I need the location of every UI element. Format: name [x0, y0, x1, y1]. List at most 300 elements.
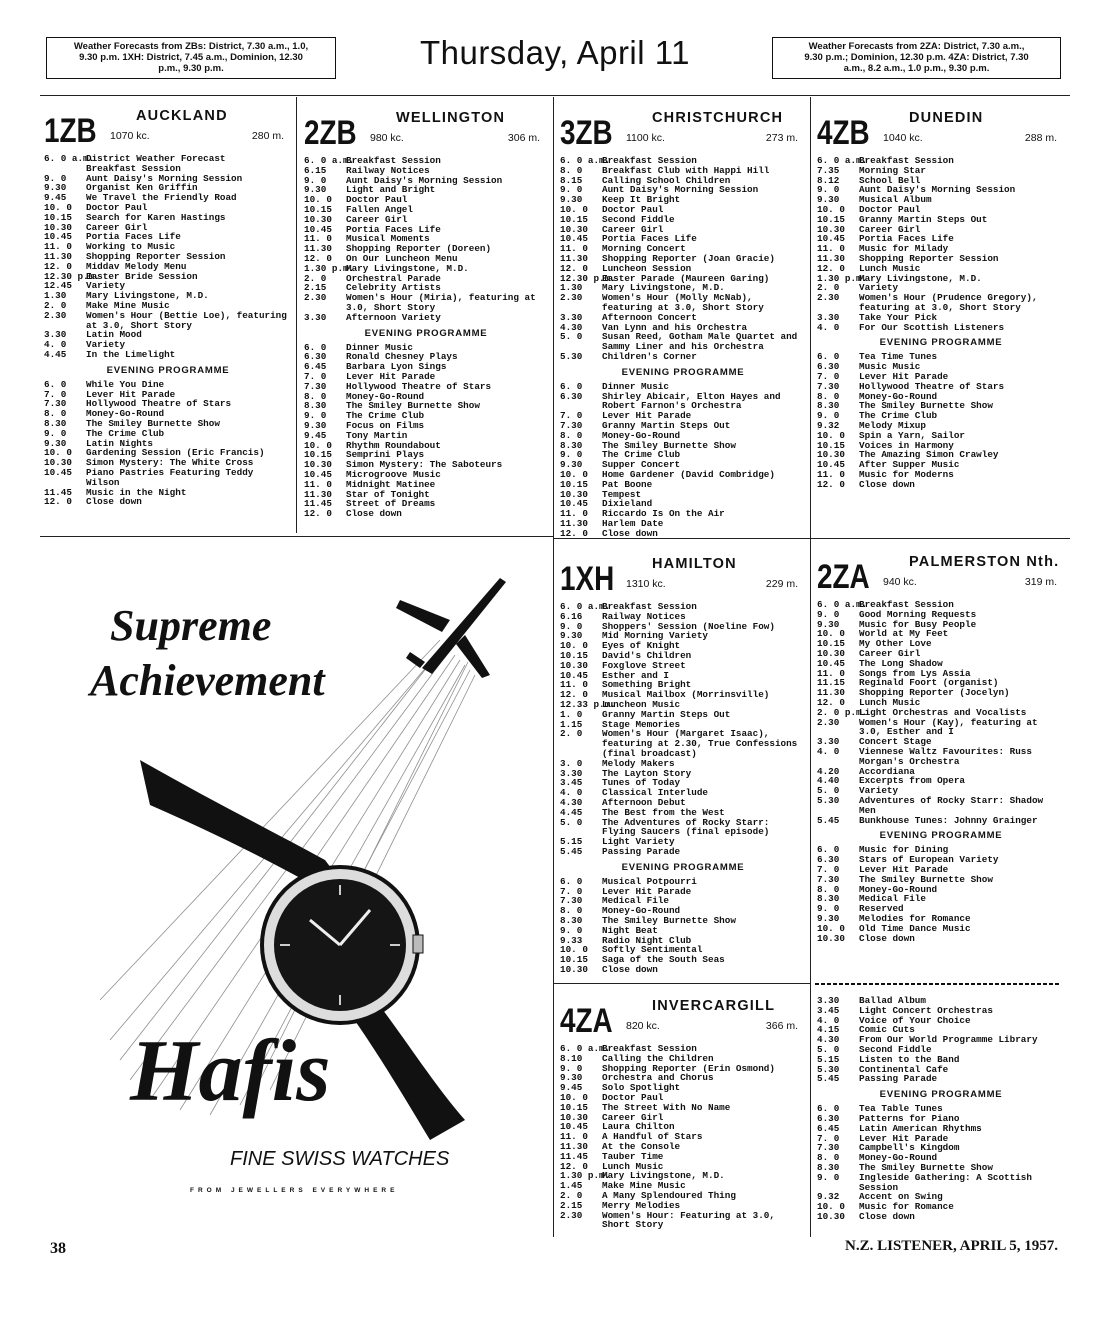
programme-title: Campbell's Kingdom: [859, 1142, 960, 1154]
programme-time: 5. 0: [560, 331, 583, 343]
programme-title: Doctor Paul: [859, 203, 921, 215]
programme-title: Ballad Album: [859, 995, 926, 1006]
day-programme-list: [560, 602, 806, 857]
programme-row: [304, 499, 548, 509]
programme-row: [817, 894, 1065, 904]
programme-row: [560, 185, 806, 195]
programme-title: Hollywood Theatre of Stars: [86, 398, 232, 410]
programme-title: Melody Mixup: [859, 419, 926, 431]
programme-time: 10.30: [560, 1111, 588, 1123]
programme-time: 2.15: [304, 282, 327, 294]
programme-time: 2.30: [304, 292, 327, 304]
programme-time: 8. 0: [560, 429, 583, 441]
programme-time: 1.15: [560, 718, 583, 730]
programme-row: [560, 470, 806, 480]
programme-time: 1.30: [44, 290, 67, 302]
programme-time: 9.30: [560, 1072, 583, 1084]
programme-title: Close down: [859, 1210, 915, 1222]
programme-time: 11.30: [817, 687, 845, 699]
programme-title: Morning Concert: [602, 243, 686, 255]
programme-time: 2.30: [560, 292, 583, 304]
programme-title: Career Girl: [602, 223, 664, 235]
programme-row: [817, 747, 1065, 767]
station-1zb: [44, 108, 292, 507]
programme-time: 7. 0: [817, 863, 840, 875]
programme-row: [560, 441, 806, 451]
day-programme-list: [817, 600, 1065, 825]
programme-title: School Bell: [859, 174, 921, 186]
programme-row: [817, 1065, 1065, 1075]
programme-title: Career Girl: [859, 223, 921, 235]
programme-title: Granny Martin Steps Out: [602, 708, 731, 720]
programme-time: 8.30: [817, 1161, 840, 1173]
programme-title: Lever Hit Parade: [859, 1132, 949, 1144]
station-3zb: [560, 110, 806, 538]
programme-title: Close down: [86, 496, 142, 508]
programme-time: 7. 0: [817, 1132, 840, 1144]
programme-time: 5.30: [817, 794, 840, 806]
page-number: 38: [50, 1240, 66, 1257]
programme-title: Songs from Lys Assia: [859, 667, 971, 679]
programme-time: 8. 0: [817, 1152, 840, 1164]
programme-title: Tauber Time: [602, 1150, 664, 1162]
programme-time: 10.15: [304, 203, 332, 215]
programme-time: 11.45: [560, 1150, 588, 1162]
programme-time: 9. 0: [817, 184, 840, 196]
airplane-icon: [396, 578, 506, 678]
programme-time: 7.30: [560, 895, 583, 907]
programme-time: 10.15: [817, 439, 845, 451]
programme-title: Gardening Session (Eric Francis): [86, 447, 265, 459]
programme-time: 11.30: [44, 250, 72, 262]
programme-time: 12. 0: [304, 252, 332, 264]
programme-time: 10.45: [304, 468, 332, 480]
station-header: [817, 554, 1065, 600]
programme-title: Musical Mailbox (Morrinsville): [602, 689, 770, 701]
programme-title: Ingleside Gathering: A Scottish Session: [859, 1171, 1032, 1193]
programme-row: [817, 885, 1065, 895]
day-programme-list: [44, 154, 292, 360]
programme-row: [560, 631, 806, 641]
programme-title: The Crime Club: [859, 410, 938, 422]
programme-row: [817, 166, 1065, 176]
programme-title: Light and Bright: [346, 184, 436, 196]
programme-time: 6. 0: [817, 844, 840, 856]
programme-row: [44, 350, 292, 360]
ad-tagline: FINE SWISS WATCHES: [230, 1148, 450, 1170]
programme-title: Doctor Paul: [602, 203, 664, 215]
programme-time: 11.30: [560, 252, 588, 264]
programme-time: 4.30: [817, 1034, 840, 1046]
programme-title: Semprini Plays: [346, 449, 425, 461]
programme-title: Close down: [346, 508, 402, 520]
programme-row: [560, 352, 806, 362]
programme-row: [817, 629, 1065, 639]
programme-time: 12.30 p.m.: [560, 272, 616, 284]
programme-title: Comic Cuts: [859, 1024, 915, 1036]
programme-title: Shopping Reporter Session: [86, 250, 226, 262]
programme-time: 10.45: [44, 466, 72, 478]
programme-time: 10.15: [304, 449, 332, 461]
programme-time: 8.30: [817, 400, 840, 412]
programme-time: 9. 0: [560, 449, 583, 461]
programme-title: The Smiley Burnette Show: [602, 914, 736, 926]
programme-time: 5.15: [560, 836, 583, 848]
station-callsign: 2ZA: [817, 558, 870, 596]
programme-time: 3.30: [560, 311, 583, 323]
programme-time: 6. 0: [560, 875, 583, 887]
programme-time: 8.30: [560, 439, 583, 451]
programme-time: 8. 0: [560, 905, 583, 917]
weather-box-left: [46, 37, 336, 79]
programme-time: 6. 0 a.m.: [817, 599, 868, 610]
programme-time: 3.30: [817, 311, 840, 323]
programme-row: [560, 205, 806, 215]
programme-title: Women's Hour (Kay), featuring at 3.0, Esther and I: [859, 716, 1038, 738]
programme-title: Luncheon Session: [602, 262, 692, 274]
programme-row: [44, 213, 292, 223]
programme-time: 6.15: [304, 164, 327, 176]
station-city: AUCKLAND: [136, 108, 228, 124]
programme-title: On Our Luncheon Menu: [346, 252, 458, 264]
programme-row: [817, 323, 1065, 333]
programme-time: 4.15: [817, 1024, 840, 1036]
programme-time: 7.30: [817, 873, 840, 885]
programme-time: 12. 0: [44, 496, 72, 508]
programme-title: Luncheon Music: [602, 698, 681, 710]
programme-row: [560, 1152, 806, 1162]
programme-row: [304, 195, 548, 205]
day-programme-list: [817, 996, 1065, 1084]
evening-programme-heading: EVENING PROGRAMME: [879, 1089, 1003, 1101]
programme-title: For Our Scottish Listeners: [859, 321, 1005, 333]
programme-title: Dinner Music: [346, 341, 413, 353]
programme-title: Passing Parade: [859, 1073, 938, 1085]
programme-time: 5.30: [560, 350, 583, 362]
programme-title: Organist Ken Griffin: [86, 182, 198, 194]
programme-row: [560, 195, 806, 205]
programme-time: 11.45: [304, 498, 332, 510]
programme-time: 10. 0: [560, 203, 588, 215]
programme-row: [817, 639, 1065, 649]
programme-time: 6. 0 a.m.: [817, 155, 868, 166]
programme-time: 9.45: [44, 192, 67, 204]
programme-title: Doctor Paul: [86, 201, 148, 213]
programme-title: Street of Dreams: [346, 498, 436, 510]
programme-title: The Smiley Burnette Show: [346, 400, 480, 412]
column-divider: [810, 97, 811, 1237]
programme-title: Pat Boone: [602, 478, 653, 490]
programme-time: 10.45: [560, 1121, 588, 1133]
programme-title: Close down: [602, 963, 658, 975]
programme-time: 7.30: [560, 419, 583, 431]
programme-title: Musical Moments: [346, 233, 430, 245]
weather-right-line: Weather Forecasts from 2ZA: District, 7.30 a.m.,: [808, 41, 1025, 52]
programme-time: 6. 0 a.m.: [560, 601, 611, 612]
programme-time: 12. 0: [560, 262, 588, 274]
programme-time: 11.30: [560, 1140, 588, 1152]
programme-row: [817, 718, 1065, 738]
programme-time: 10. 0: [560, 468, 588, 480]
programme-title: Railway Notices: [602, 610, 686, 622]
programme-row: [44, 311, 292, 331]
station-wavelength: 280 m.: [251, 130, 284, 142]
programme-title: The Street With No Name: [602, 1101, 731, 1113]
programme-time: 11.30: [817, 252, 845, 264]
programme-title: District Weather Forecast: [86, 153, 226, 164]
programme-row: [817, 1212, 1065, 1222]
programme-title: Patterns for Piano: [859, 1112, 960, 1124]
programme-time: 4. 0: [817, 321, 840, 333]
programme-row: [44, 193, 292, 203]
programme-row: [44, 399, 292, 409]
programme-row: [817, 1173, 1065, 1193]
programme-time: 3.30: [817, 736, 840, 748]
programme-time: 9.32: [817, 419, 840, 431]
weather-right-line: 9.30 p.m.; Dominion, 12.30 p.m. 4ZA: District, 7.30: [804, 52, 1029, 63]
programme-title: Shopping Reporter (Jocelyn): [859, 687, 1010, 699]
programme-time: 11. 0: [560, 243, 588, 255]
programme-title: Spin a Yarn, Sailor: [859, 429, 966, 441]
programme-row: [817, 934, 1065, 944]
programme-row: [817, 875, 1065, 885]
programme-title: Stars of European Variety: [859, 854, 999, 866]
day-programme-list: [304, 156, 548, 323]
programme-row: [304, 421, 548, 431]
programme-time: 10.15: [560, 478, 588, 490]
programme-title: Music in the Night: [86, 486, 187, 498]
programme-row: [560, 965, 806, 975]
programme-row: [817, 480, 1065, 490]
station-4zb: [817, 110, 1065, 490]
programme-time: 10.30: [817, 223, 845, 235]
programme-time: 9. 0: [560, 924, 583, 936]
programme-row: [817, 411, 1065, 421]
programme-time: 9.30: [560, 630, 583, 642]
programme-row: [560, 490, 806, 500]
programme-row: [44, 419, 292, 429]
station-frequency: 1310 kc.: [626, 578, 666, 590]
station-wavelength: 288 m.: [1024, 132, 1057, 144]
station-wavelength: 306 m.: [507, 132, 540, 144]
programme-time: 4.20: [817, 765, 840, 777]
programme-time: 7. 0: [44, 388, 67, 400]
programme-title: Music for Milady: [859, 243, 949, 255]
programme-time: 11. 0: [304, 478, 332, 490]
programme-time: 9.45: [560, 1082, 583, 1094]
programme-title: Solo Spotlight: [602, 1082, 681, 1094]
programme-title: Stage Memories: [602, 718, 681, 730]
programme-time: 10.15: [44, 211, 72, 223]
publication-line: N.Z. LISTENER, APRIL 5, 1957.: [845, 1238, 1058, 1254]
evening-programme-heading: EVENING PROGRAMME: [106, 364, 230, 376]
watch-icon: [262, 867, 423, 1023]
programme-title: Career Girl: [602, 1111, 664, 1123]
programme-title: Women's Hour (Bettie Loe), featuring at 3.0, Short Story: [86, 309, 287, 331]
programme-title: Variety: [859, 282, 899, 294]
programme-time: 12. 0: [560, 689, 588, 701]
programme-title: Doctor Paul: [346, 194, 408, 206]
programme-time: 3. 0: [560, 757, 583, 769]
programme-row: [817, 470, 1065, 480]
programme-time: 9. 0: [44, 427, 67, 439]
programme-title: Light Orchestras and Vocalists: [859, 706, 1027, 718]
programme-title: Melody Makers: [602, 757, 675, 769]
programme-row: [560, 293, 806, 313]
programme-time: 10. 0: [560, 640, 588, 652]
programme-title: A Many Splendoured Thing: [602, 1189, 736, 1201]
programme-title: Railway Notices: [346, 164, 430, 176]
programme-title: Mary Livingstone, M.D.: [859, 272, 982, 284]
programme-time: 5. 0: [817, 1043, 840, 1055]
programme-time: 6. 0 a.m.: [560, 155, 611, 166]
programme-title: Easter Bride Session: [86, 270, 198, 282]
programme-title: Shopping Reporter Session: [859, 252, 999, 264]
programme-time: 7.30: [44, 398, 67, 410]
programme-time: 3.30: [817, 995, 840, 1006]
station-header: [44, 108, 292, 154]
programme-title: Money-Go-Round: [602, 905, 681, 917]
programme-time: 10.30: [817, 932, 845, 944]
station-header: [817, 110, 1065, 156]
evening-programme-list: [560, 877, 806, 975]
station-1xh: [560, 556, 806, 975]
programme-title: Aunt Daisy's Morning Session: [346, 174, 503, 186]
programme-time: 11. 0: [817, 667, 845, 679]
programme-time: 11. 0: [304, 233, 332, 245]
programme-time: 8.30: [817, 893, 840, 905]
programme-title: Susan Reed, Gotham Male Quartet and Sammy Liner and his Orchestra: [602, 331, 798, 353]
programme-time: 7.30: [817, 1142, 840, 1154]
programme-row: [817, 401, 1065, 411]
programme-row: [817, 195, 1065, 205]
programme-title: World at My Feet: [859, 628, 949, 640]
programme-time: 11. 0: [560, 1131, 588, 1143]
programme-title: Tea Time Tunes: [859, 351, 938, 363]
programme-row: [817, 254, 1065, 264]
programme-title: Easter Parade (Maureen Garing): [602, 272, 770, 284]
programme-row: [560, 818, 806, 838]
programme-time: 11.45: [44, 486, 72, 498]
programme-title: At the Console: [602, 1140, 681, 1152]
programme-title: Lever Hit Parade: [859, 370, 949, 382]
programme-title: The Smiley Burnette Show: [859, 400, 993, 412]
station-city: DUNEDIN: [909, 110, 984, 126]
programme-title: Latin Mood: [86, 329, 142, 341]
programme-title: Celebrity Artists: [346, 282, 441, 294]
programme-time: 1.30 p.m.: [304, 262, 355, 274]
programme-title: Music for Dining: [859, 844, 949, 856]
programme-row: [560, 332, 806, 352]
programme-time: 12. 0: [817, 262, 845, 274]
programme-time: 9.30: [44, 182, 67, 194]
programme-row: [560, 661, 806, 671]
programme-time: 10. 0: [44, 447, 72, 459]
programme-title: Simon Mystery: The White Cross: [86, 457, 254, 469]
programme-title: Calling School Children: [602, 174, 731, 186]
programme-time: 3.30: [44, 329, 67, 341]
programme-time: 8. 0: [817, 390, 840, 402]
programme-time: 12. 0: [560, 527, 588, 539]
programme-row: [560, 215, 806, 225]
programme-title: While You Dine: [86, 378, 165, 390]
programme-title: Breakfast Session: [602, 601, 697, 612]
programme-time: 9.30: [817, 618, 840, 630]
programme-title: We Travel the Friendly Road: [86, 192, 237, 204]
programme-title: Orchestra and Chorus: [602, 1072, 714, 1084]
programme-time: 8. 0: [304, 390, 327, 402]
station-city: HAMILTON: [652, 556, 737, 572]
programme-time: 10.15: [560, 649, 588, 661]
programme-time: 10.45: [560, 498, 588, 510]
programme-title: The Crime Club: [86, 427, 165, 439]
programme-title: Career Girl: [86, 221, 148, 233]
programme-title: Women's Hour (Miria), featuring at 3.0, Short Story: [346, 292, 536, 313]
day-programme-list: [817, 156, 1065, 332]
programme-title: Fallen Angel: [346, 203, 413, 215]
programme-row: [560, 1142, 806, 1152]
programme-time: 4. 0: [560, 787, 583, 799]
programme-title: Foxglove Street: [602, 659, 686, 671]
ad-brand: Hafis: [130, 1023, 331, 1120]
programme-time: 6. 0 a.m.: [44, 153, 95, 164]
programme-title: Second Fiddle: [859, 1043, 932, 1055]
programme-title: Laura Chilton: [602, 1121, 675, 1133]
programme-time: 1.30 p.m.: [817, 272, 868, 284]
station-callsign: 1XH: [560, 560, 615, 598]
programme-time: 8.12: [817, 174, 840, 186]
programme-row: [560, 1191, 806, 1201]
programme-title: Career Girl: [346, 213, 408, 225]
programme-row: [817, 1016, 1065, 1026]
programme-time: 2. 0: [817, 282, 840, 294]
column-divider: [553, 97, 554, 1237]
programme-title: Light Concert Orchestras: [859, 1004, 993, 1016]
programme-title: Medical File: [859, 893, 926, 905]
station-2zb: [304, 110, 548, 519]
programme-row: [817, 796, 1065, 816]
station-city: PALMERSTON Nth.: [909, 554, 1060, 570]
programme-time: 7. 0: [560, 410, 583, 422]
programme-title: Concert Stage: [859, 736, 932, 748]
programme-time: 6. 0: [560, 380, 583, 392]
programme-title: Radio Night Club: [602, 934, 692, 946]
programme-title: Dixieland: [602, 498, 653, 510]
programme-time: 9. 0: [817, 903, 840, 915]
programme-title: The Adventures of Rocky Starr: Flying Saucers (final episode): [602, 816, 770, 838]
station-city: INVERCARGILL: [652, 998, 776, 1014]
programme-row: [817, 816, 1065, 826]
programme-title: Career Girl: [859, 647, 921, 659]
programme-title: Simon Mystery: The Saboteurs: [346, 459, 503, 471]
programme-title: The Long Shadow: [859, 657, 943, 669]
programme-title: Hollywood Theatre of Stars: [859, 380, 1005, 392]
programme-time: 5.30: [817, 1063, 840, 1075]
programme-title: Esther and I: [602, 669, 669, 681]
programme-row: [560, 955, 806, 965]
programme-time: 9.33: [560, 934, 583, 946]
programme-title: Passing Parade: [602, 845, 681, 857]
programme-title: Saga of the South Seas: [602, 954, 725, 966]
programme-title: Softly Sentimental: [602, 944, 703, 956]
programme-title: Light Variety: [602, 836, 675, 848]
programme-time: 8.30: [44, 417, 67, 429]
programme-time: 4.45: [44, 348, 67, 360]
programme-row: [817, 1035, 1065, 1045]
evening-programme-list: [560, 382, 806, 539]
weather-left-line: Weather Forecasts from ZBs: District, 7.30 a.m., 1.0,: [73, 41, 309, 52]
programme-time: 6.30: [817, 1112, 840, 1124]
